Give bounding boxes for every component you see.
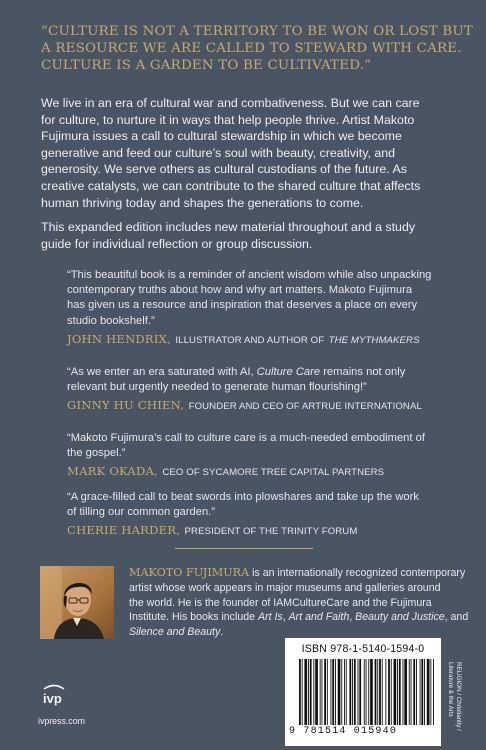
barcode-bar — [427, 659, 430, 725]
quote-line: relevant but urgently needed to generate human flourishing!” — [67, 381, 367, 394]
barcode-bar — [310, 659, 312, 725]
quote-line: the gospel.” — [67, 447, 126, 460]
barcode-bar — [344, 659, 345, 725]
barcode-bar — [315, 659, 318, 725]
endorser-title: CEO OF SYCAMORE TREE CAPITAL PARTNERS — [162, 467, 385, 479]
edition-note-line: This expanded edition includes new material throughout and a study — [41, 220, 416, 234]
barcode-bar — [411, 659, 412, 725]
barcode-bar — [299, 659, 301, 725]
quote-book-title: Culture Care — [256, 366, 321, 378]
endorser-name: MARK OKADA, — [67, 464, 158, 479]
barcode-bar — [382, 659, 383, 725]
endorsement — [67, 431, 467, 480]
endorser-name: GINNY HU CHIEN, — [67, 398, 185, 413]
ivp-logo-icon — [40, 681, 68, 707]
barcode-bar — [403, 659, 404, 725]
description-line: human thriving today and shapes the generations to come. — [41, 195, 364, 210]
barcode-bar — [322, 659, 323, 725]
barcode-bar — [420, 659, 421, 725]
book-title: Art and Faith — [288, 611, 350, 624]
quote-line: “A grace-filled call to beat swords into plowshares and take up the work — [67, 491, 419, 503]
barcode-digits: 9 781514 015940 — [289, 726, 398, 737]
bio-line: the world. He is the founder of IAMCultureCare and the Fujimura — [129, 596, 432, 609]
category-line: Literature & the Arts — [447, 662, 454, 717]
endorser-title: ILLUSTRATOR AND AUTHOR OF — [175, 334, 325, 346]
barcode-bar — [416, 659, 417, 725]
book-title: Beauty and Justice — [355, 611, 445, 624]
barcode-bar — [370, 659, 373, 725]
author-portrait-image — [40, 566, 114, 639]
author-name: MAKOTO FUJIMURA — [129, 566, 250, 579]
barcode-bar — [399, 659, 401, 725]
endorsement — [67, 365, 467, 414]
endorser-work: THE MYTHMAKERS — [328, 334, 420, 346]
description-line: We live in an era of cultural war and combativeness. But we can care — [41, 96, 420, 110]
barcode-panel — [285, 638, 441, 746]
bio-separator: , — [282, 611, 289, 624]
endorser-name: JOHN HENDRIX, — [67, 331, 171, 346]
endorsement — [67, 268, 467, 348]
publisher-website: ivpress.com — [38, 716, 85, 726]
endorsement-attribution — [67, 398, 467, 414]
endorsement-quote — [67, 431, 467, 461]
barcode-bar — [394, 659, 397, 725]
quote-line: “Makoto Fujimura’s call to culture care is a much-needed embodiment of — [67, 432, 425, 444]
bio-line: artist whose work appears in major museums and galleries around — [129, 581, 441, 594]
barcode-bar — [424, 659, 425, 725]
barcode-bar — [308, 659, 309, 725]
barcode-bar — [409, 659, 410, 725]
quote-line: of tilling our common garden.” — [67, 506, 215, 519]
barcode-bar — [358, 659, 359, 725]
category-line: RELIGION / Christianity / — [455, 662, 462, 731]
barcode-bar — [375, 659, 377, 725]
bio-line — [129, 610, 469, 625]
pull-quote-line: A RESOURCE WE ARE CALLED TO STEWARD WITH CARE. — [41, 41, 462, 56]
bio-and: , and — [444, 611, 469, 624]
ivp-logo — [40, 681, 68, 707]
description-line: creative catalysts, we can contribute to the shared culture that affects — [41, 178, 421, 193]
logo-text: ivp — [43, 691, 62, 706]
author-photo — [40, 566, 114, 639]
description-line: generative and feed our culture’s soul with beauty, creativity, and — [41, 145, 396, 160]
bio-text: Institute. His books include — [129, 611, 256, 624]
bio-text: is an internationally recognized contemporary — [252, 567, 466, 579]
barcode-bar — [354, 659, 356, 725]
quote-rest: remains not only — [323, 366, 406, 378]
divider — [175, 548, 313, 549]
barcode-bar — [352, 659, 353, 725]
book-title: Silence and Beauty — [129, 626, 221, 639]
barcode-bar — [359, 659, 361, 725]
barcode-bar — [338, 659, 341, 725]
quote-lead: “As we enter an era saturated with AI, — [67, 366, 254, 378]
quote-line: studio bookshelf.” — [67, 314, 155, 327]
pull-quote — [41, 23, 474, 74]
barcode-bar — [324, 659, 326, 725]
barcode-bar — [364, 659, 365, 725]
endorser-name: CHERIE HARDER, — [67, 523, 181, 538]
pull-quote-line: CULTURE IS A GARDEN TO BE CULTIVATED.” — [41, 58, 372, 73]
barcode-bar — [379, 659, 381, 725]
barcode-bar — [304, 659, 307, 725]
barcode-bar — [397, 659, 398, 725]
quote-line — [67, 365, 467, 380]
quote-line: “This beautiful book is a reminder of ancient wisdom while also unpacking — [67, 269, 432, 281]
endorser-title: PRESIDENT OF THE TRINITY FORUM — [184, 526, 358, 538]
barcode-bars — [299, 659, 434, 725]
barcode-bar — [391, 659, 392, 725]
barcode-bar — [349, 659, 351, 725]
isbn-text: ISBN 978-1-5140-1594-0 — [301, 643, 425, 655]
barcode-bar — [404, 659, 407, 725]
barcode-bar — [341, 659, 342, 725]
barcode-bar — [302, 659, 303, 725]
barcode-bar — [430, 659, 431, 725]
barcode-bar — [413, 659, 415, 725]
endorsement-attribution — [67, 464, 467, 480]
barcode-bar — [421, 659, 423, 725]
category-label — [446, 662, 462, 731]
author-bio — [129, 566, 469, 640]
barcode-bar — [335, 659, 336, 725]
edition-note-line: guide for individual reflection or group discussion. — [41, 236, 313, 251]
barcode-bar — [388, 659, 390, 725]
barcode-bar — [368, 659, 369, 725]
endorsement-attribution — [67, 332, 467, 348]
barcode-bar — [346, 659, 347, 725]
book-title: Art Is — [257, 611, 283, 624]
description-line: Fujimura issues a call to cultural stewardship in which we become — [41, 129, 402, 144]
endorsement-quote — [67, 268, 467, 329]
description-line: generosity. We serve others as cultural custodians of the future. As — [41, 162, 407, 177]
quote-line: contemporary truths about how and why art matters. Makoto Fujimura — [67, 284, 413, 297]
barcode-bar — [327, 659, 328, 725]
endorsement-quote — [67, 490, 467, 520]
barcode-bar — [320, 659, 321, 725]
endorsement-attribution — [67, 523, 467, 539]
quote-line: has given us a resource and inspiration that deserves a place on every — [67, 299, 418, 312]
book-description — [41, 95, 461, 211]
barcode-bar — [385, 659, 386, 725]
bio-line — [129, 566, 466, 581]
barcode-bar — [313, 659, 314, 725]
bio-separator: , — [349, 611, 356, 624]
endorsement-quote — [67, 365, 467, 395]
description-line: for culture, to nurture it in ways that help people thrive. Artist Makoto — [41, 112, 415, 127]
bio-end: . — [220, 626, 224, 639]
barcode-bar — [433, 659, 434, 725]
endorser-title: FOUNDER AND CEO OF ARTRUE INTERNATIONAL — [188, 401, 422, 413]
edition-note — [41, 219, 461, 252]
barcode-bar — [366, 659, 367, 725]
barcode-bar — [377, 659, 378, 725]
endorsement — [67, 490, 467, 539]
barcode-bar — [332, 659, 334, 725]
barcode-bar — [331, 659, 332, 725]
pull-quote-line: “CULTURE IS NOT A TERRITORY TO BE WON OR LOST BUT — [41, 24, 474, 39]
